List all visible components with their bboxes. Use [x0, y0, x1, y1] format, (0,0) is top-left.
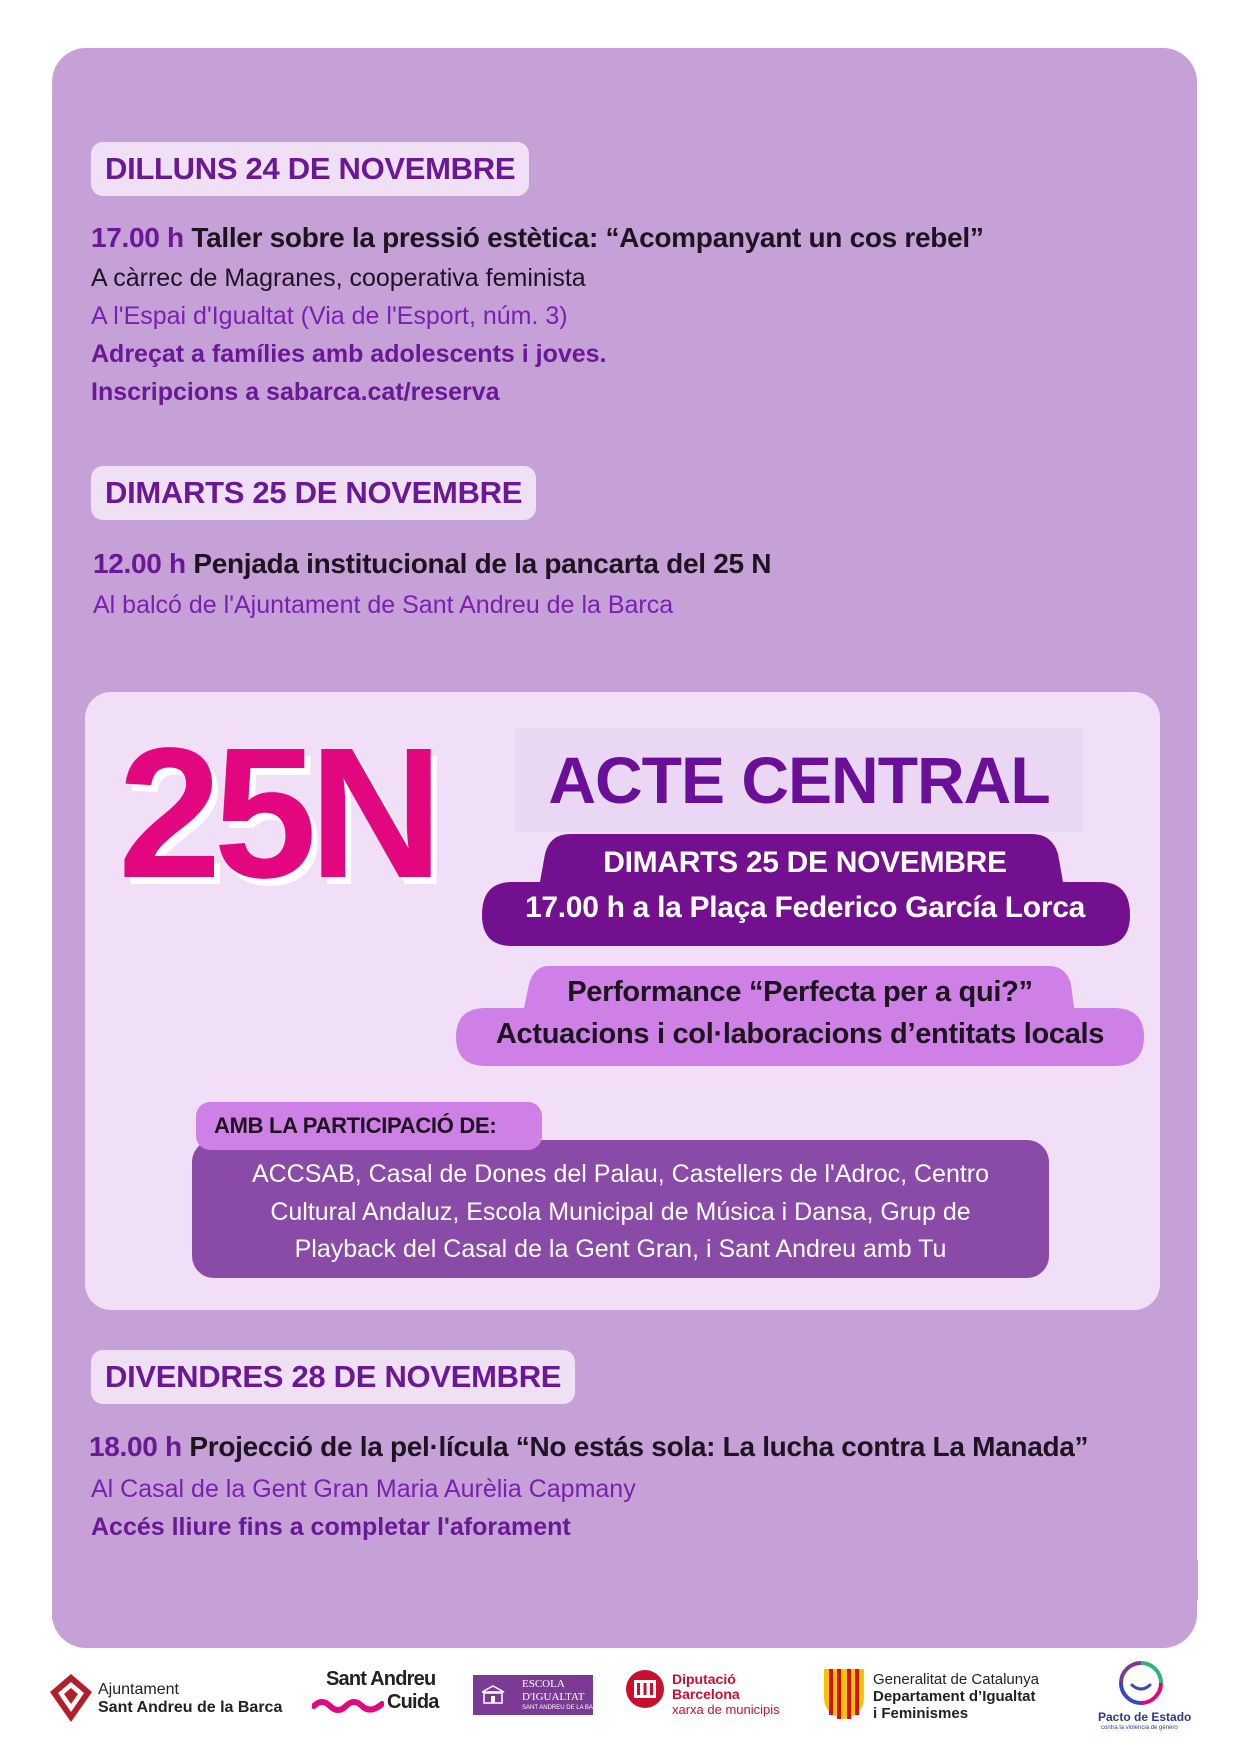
acte-central-heading: ACTE CENTRAL — [548, 743, 1050, 817]
event-audience: Adreçat a famílies amb adolescents i joves. — [91, 340, 607, 368]
panel-wave-bottom — [40, 1560, 1210, 1670]
event-title-text: Projecció de la pel·lícula “No estás sola: La lucha contra La Manada” — [189, 1431, 1089, 1462]
day-label-tuesday: DIMARTS 25 DE NOVEMBRE — [91, 466, 536, 520]
generalitat-line1: Generalitat de Catalunya — [873, 1671, 1039, 1688]
escola-line2: D'IGUALTAT — [522, 1691, 585, 1703]
pacto-line2: contra la violencia de género — [1101, 1725, 1178, 1731]
big-25n-title: 25N — [118, 710, 436, 917]
ajuntament-crest-icon — [48, 1672, 94, 1724]
diputacio-seal-icon — [625, 1669, 665, 1709]
diputacio-line2: Barcelona — [672, 1686, 740, 1702]
event-title-text: Taller sobre la pressió estètica: “Acompanyant un cos rebel” — [191, 222, 984, 253]
day-label-monday: DILLUNS 24 DE NOVEMBRE — [91, 142, 529, 196]
event-time: 18.00 h — [89, 1431, 182, 1462]
day-label-friday: DIVENDRES 28 DE NOVEMBRE — [91, 1350, 575, 1404]
central-date: DIMARTS 25 DE NOVEMBRE — [603, 846, 1007, 879]
generalitat-line2: Departament d’Igualtat — [873, 1688, 1036, 1705]
cuida-line1: Sant Andreu — [326, 1668, 436, 1690]
central-actuacions: Actuacions i col·laboracions d’entitats locals — [495, 1018, 1105, 1050]
school-building-icon — [480, 1684, 506, 1706]
event-organizer: A càrrec de Magranes, cooperativa feminista — [91, 264, 586, 292]
sponsor-logos — [0, 1655, 1241, 1755]
central-time-place: 17.00 h a la Plaça Federico García Lorca — [525, 891, 1085, 924]
pacto-estado-icon — [1114, 1659, 1168, 1707]
participants-line: Cultural Andaluz, Escola Municipal de Música i Dansa, Grup de — [270, 1197, 971, 1226]
event-place: A l'Espai d'Igualtat (Via de l'Esport, núm. 3) — [91, 302, 568, 330]
escola-line3: SANT ANDREU DE LA BARCA — [522, 1705, 606, 1711]
event-access: Accés lliure fins a completar l'aforament — [91, 1513, 571, 1541]
event-title-text: Penjada institucional de la pancarta del 25 N — [193, 548, 772, 579]
event-time: 17.00 h — [91, 222, 184, 253]
central-performance: Performance “Perfecta per a qui?” — [567, 976, 1033, 1008]
generalitat-shield-icon — [822, 1667, 866, 1721]
participants-line: ACCSAB, Casal de Dones del Palau, Castellers de l'Adroc, Centro — [251, 1160, 990, 1188]
escola-line1: ESCOLA — [522, 1678, 565, 1690]
diputacio-line1: Diputació — [672, 1671, 736, 1687]
event-title-film — [89, 1431, 1088, 1463]
participation-label: AMB LA PARTICIPACIÓ DE: — [196, 1102, 542, 1150]
event-title-banner — [93, 548, 771, 580]
event-place: Al Casal de la Gent Gran Maria Aurèlia Capmany — [91, 1475, 636, 1503]
cuida-line2: Cuida — [387, 1691, 439, 1713]
ajuntament-line1: Ajuntament — [98, 1681, 179, 1698]
pacto-line1: Pacto de Estado — [1098, 1710, 1192, 1724]
event-signup: Inscripcions a sabarca.cat/reserva — [91, 378, 500, 406]
generalitat-line3: i Feminismes — [873, 1705, 969, 1722]
cuida-wave-icon — [312, 1696, 384, 1716]
event-time: 12.00 h — [93, 548, 186, 579]
ajuntament-line2: Sant Andreu de la Barca — [98, 1699, 283, 1716]
participants-list — [200, 1156, 1041, 1269]
diputacio-line3: xarxa de municipis — [672, 1702, 780, 1717]
event-title-workshop — [91, 222, 984, 254]
participants-line: Playback del Casal de la Gent Gran, i Sant Andreu amb Tu — [294, 1235, 947, 1263]
event-place: Al balcó de l'Ajuntament de Sant Andreu de la Barca — [93, 591, 674, 619]
